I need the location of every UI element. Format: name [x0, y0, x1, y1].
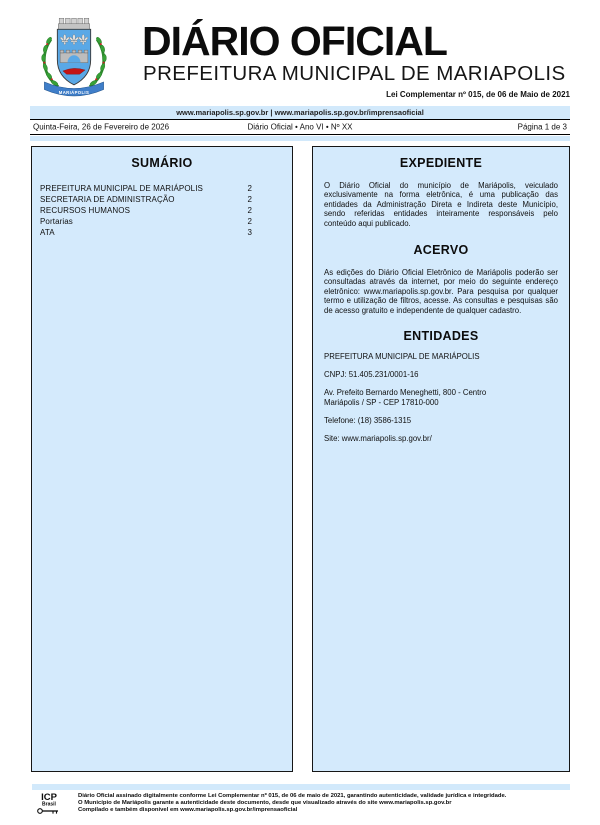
acervo-heading: ACERVO — [413, 243, 469, 258]
edition-info-row — [30, 119, 570, 135]
footer-legal-text — [78, 793, 580, 814]
toc-label: SECRETARIA DE ADMINISTRAÇÃO — [40, 195, 175, 204]
toc-label: Portarias — [40, 217, 73, 226]
footer-divider-strip — [32, 784, 570, 790]
toc-page-number: 2 — [247, 206, 252, 215]
crest-ribbon-text: MARIÁPOLIS — [58, 90, 90, 96]
key-icon — [38, 809, 58, 814]
website-links-bar — [30, 106, 570, 119]
divider-strip — [30, 136, 570, 141]
summary-panel — [31, 146, 293, 772]
gazette-subtitle: PREFEITURA MUNICIPAL DE MARIAPOLIS — [143, 62, 566, 85]
toc-page-number: 2 — [247, 184, 252, 193]
entity-cnpj: CNPJ: 51.405.231/0001-16 — [324, 370, 419, 380]
acervo-body: As edições do Diário Oficial Eletrônico de Mariápolis poderão ser consultadas através da internet, por meio do seguinte endereço eletrônico: www.mariapolis.sp.gov.br. Para pesquisa por qualquer termo e utilização de filtros, acesse. As consultas e pesquisas são de acesso gratuito e independente de qualquer cadastro. — [324, 268, 558, 315]
toc-label: RECURSOS HUMANOS — [40, 206, 131, 215]
entity-details — [324, 352, 558, 443]
toc-label: PREFEITURA MUNICIPAL DE MARIÁPOLIS — [40, 184, 203, 193]
entity-address-line1: Av. Prefeito Bernardo Meneghetti, 800 - Centro — [324, 388, 487, 398]
toc-page-number: 3 — [247, 228, 252, 237]
footer-line-2: O Município de Mariápolis garante a autenticidade deste documento, desde que visualizado através do site www.mariapolis.sp.gov.br — [78, 799, 452, 806]
toc-item-ata[interactable] — [40, 227, 292, 238]
toc-item-prefeitura[interactable] — [40, 183, 292, 194]
icp-brasil-text: Brasil — [42, 801, 56, 808]
entity-address-line2: Mariápolis / SP - CEP 17810-000 — [324, 397, 439, 407]
edition-number: Diário Oficial • Ano VI • Nº XX — [247, 122, 353, 132]
toc-item-secretaria[interactable] — [40, 194, 292, 205]
icp-text: ICP — [41, 792, 57, 803]
toc-page-number: 2 — [247, 195, 252, 204]
law-reference: Lei Complementar nº 015, de 06 de Maio de 2021 — [386, 90, 570, 99]
footer-line-3: Compilado e também disponível em www.mariapolis.sp.gov.br/imprensaoficial — [78, 806, 298, 813]
expediente-panel — [312, 146, 570, 772]
footer-line-1: Diário Oficial assinado digitalmente conforme Lei Complementar nº 015, de 06 de maio de 2021, garantindo autenticidade, validade jurídica e integridade. — [78, 793, 507, 799]
website-links[interactable]: www.mariapolis.sp.gov.br | www.mariapolis.sp.gov.br/imprensaoficial — [176, 108, 424, 117]
toc-page-number: 2 — [247, 217, 252, 226]
entity-site[interactable]: Site: www.mariapolis.sp.gov.br/ — [324, 434, 432, 444]
edition-date: Quinta-Feira, 26 de Fevereiro de 2026 — [33, 122, 170, 132]
toc-item-portarias[interactable] — [40, 216, 292, 227]
toc-item-recursos-humanos[interactable] — [40, 205, 292, 216]
icp-brasil-logo-icon — [35, 791, 63, 817]
summary-heading: SUMÁRIO — [131, 156, 193, 170]
entity-phone: Telefone: (18) 3586-1315 — [324, 415, 412, 425]
toc-label: ATA — [40, 228, 55, 237]
table-of-contents — [32, 183, 292, 238]
entity-name: PREFEITURA MUNICIPAL DE MARIÁPOLIS — [324, 352, 480, 362]
expediente-body: O Diário Oficial do município de Mariápolis, veiculado exclusivamente na forma eletrônica, é uma publicação das entidades da Administração Direta e Indireta deste Município, sendo referidas entidades inteiramente responsáveis pelo conteúdo aqui publicado. — [324, 181, 558, 228]
mariapolis-coat-of-arms-icon — [37, 11, 111, 105]
page-indicator: Página 1 de 3 — [517, 122, 567, 132]
gazette-title: DIÁRIO OFICIAL — [142, 18, 447, 64]
entidades-heading: ENTIDADES — [403, 329, 479, 344]
expediente-heading: EXPEDIENTE — [399, 156, 483, 170]
